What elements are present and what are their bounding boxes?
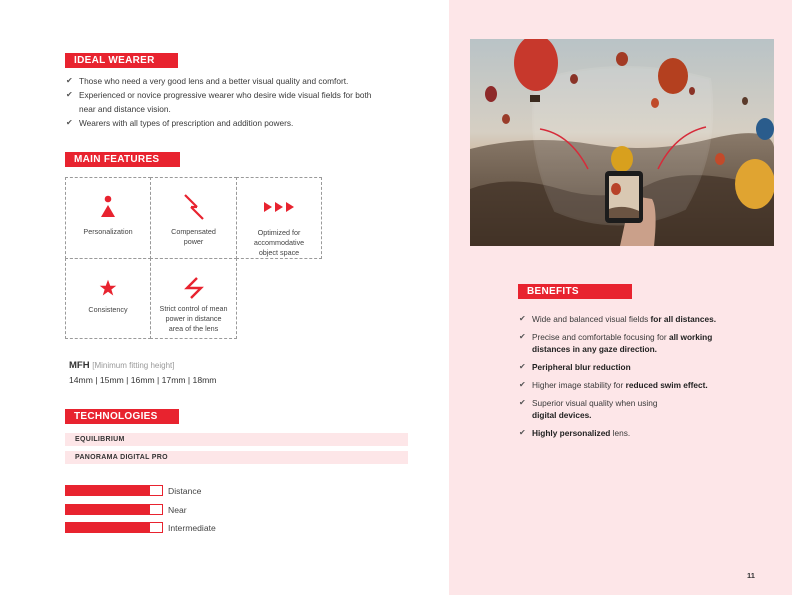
- check-icon: ✔: [519, 380, 526, 389]
- compensated-power-icon: [151, 192, 236, 222]
- check-icon: ✔: [519, 332, 526, 341]
- check-icon: ✔: [519, 428, 526, 437]
- distance-bar: [65, 485, 163, 496]
- benefits-list: [518, 313, 758, 445]
- mfh-values: 14mm | 15mm | 16mm | 17mm | 18mm: [69, 375, 217, 385]
- feature-consistency: Consistency: [65, 258, 151, 339]
- check-icon: ✔: [66, 118, 73, 127]
- technology-panorama: PANORAMA DIGITAL PRO: [65, 451, 408, 464]
- list-item: ✔ Precise and comfortable focusing for all working distances in any gaze direction.: [519, 332, 713, 354]
- check-icon: ✔: [66, 76, 73, 85]
- ideal-wearer-heading: IDEAL WEARER: [65, 53, 178, 68]
- ideal-wearer-list: [65, 74, 410, 130]
- technology-equilibrium: EQUILIBRIUM: [65, 433, 408, 446]
- star-icon: [66, 273, 150, 303]
- check-icon: ✔: [519, 362, 526, 371]
- page-number: 11: [747, 571, 755, 580]
- list-item: ✔ Higher image stability for reduced swim effect.: [519, 380, 708, 390]
- list-item: ✔ Highly personalized lens.: [519, 428, 631, 438]
- list-item: ✔ Wide and balanced visual fields for all distances.: [519, 314, 717, 324]
- list-item: ✔ Those who need a very good lens and a better visual quality and comfort.: [66, 76, 349, 86]
- lens-balloons-photo: [470, 39, 774, 246]
- feature-strict-control: [150, 258, 237, 339]
- distance-label: Distance: [168, 486, 202, 496]
- feature-compensated-power: [150, 177, 237, 259]
- intermediate-label: Intermediate: [168, 523, 216, 533]
- list-item: ✔ Peripheral blur reduction: [519, 362, 631, 372]
- check-icon: ✔: [66, 90, 73, 99]
- personalization-icon: [66, 192, 150, 222]
- check-icon: ✔: [519, 398, 526, 407]
- feature-personalization: Personalization: [65, 177, 151, 259]
- near-bar: [65, 504, 163, 515]
- list-item: ✔ Experienced or novice progressive wearer who desire wide visual fields for both near and distance vision.: [66, 90, 372, 114]
- optimized-arrows-icon: [237, 192, 321, 222]
- features-grid: [65, 177, 322, 339]
- bar-fill: [66, 486, 150, 495]
- control-icon: [151, 273, 236, 303]
- benefits-heading: BENEFITS: [518, 284, 632, 299]
- intermediate-bar: [65, 522, 163, 533]
- feature-label: Strict control of mean power in distance area of the lens: [159, 304, 228, 333]
- main-features-heading: MAIN FEATURES: [65, 152, 180, 167]
- technologies-heading: TECHNOLOGIES: [65, 409, 179, 424]
- feature-optimized: [236, 177, 322, 259]
- list-item: ✔ Wearers with all types of prescription and addition powers.: [66, 118, 294, 128]
- list-item: ✔ Superior visual quality when using digital devices.: [519, 398, 658, 420]
- feature-label: Compensated power: [171, 227, 216, 246]
- near-label: Near: [168, 505, 187, 515]
- check-icon: ✔: [519, 314, 526, 323]
- feature-label: Optimized for accommodative object space: [253, 228, 305, 257]
- bar-fill: [66, 505, 150, 514]
- mfh-title: MFH [Minimum fitting height]: [69, 360, 175, 371]
- bar-fill: [66, 523, 150, 532]
